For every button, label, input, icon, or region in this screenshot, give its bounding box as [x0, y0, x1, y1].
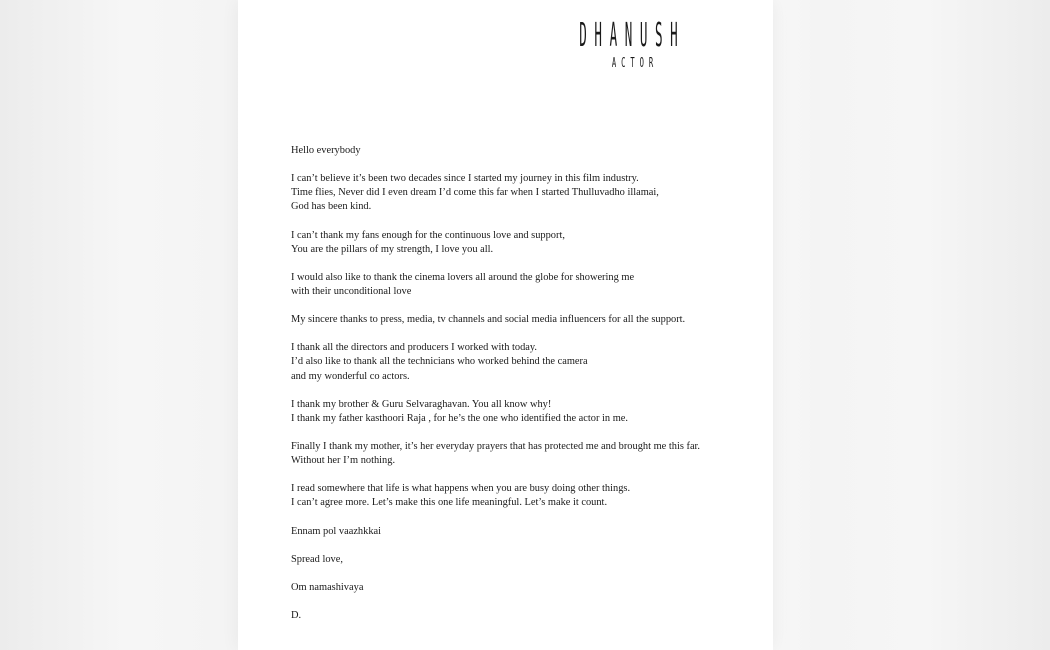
- letter-paragraph: [291, 144, 761, 158]
- letter-line: Finally I thank my mother, it’s her everyday prayers that has protected me and brought me this far.: [291, 440, 701, 452]
- letter-paragraph: [291, 553, 761, 567]
- letter-paragraph: [291, 440, 761, 468]
- letter-paragraph: [291, 609, 761, 623]
- letter-line: I thank all the directors and producers I worked with today.: [291, 342, 538, 354]
- letterhead-title: ACTOR: [611, 56, 659, 71]
- letter-body: [291, 144, 761, 637]
- letter-line: I can’t thank my fans enough for the continuous love and support,: [291, 229, 565, 241]
- letter-line: and my wonderful co actors.: [291, 370, 410, 382]
- letter-line: Time flies, Never did I even dream I’d come this far when I started Thulluvadho illamai,: [291, 187, 659, 199]
- letter-line: Hello everybody: [291, 145, 361, 156]
- letter-line: I’d also like to thank all the technicians who worked behind the camera: [291, 356, 588, 368]
- letter-paragraph: [291, 581, 761, 595]
- letterhead: [543, 16, 721, 72]
- letter-line: Spread love,: [291, 553, 343, 565]
- letter-line: I thank my father kasthoori Raja , for he’s the one who identified the actor in me.: [291, 412, 629, 424]
- letter-paragraph: [291, 229, 761, 257]
- letter-line: I read somewhere that life is what happens when you are busy doing other things.: [291, 483, 631, 495]
- letter-paragraph: [291, 172, 761, 214]
- letter-paragraph: [291, 525, 761, 539]
- letter-line: I can’t believe it’s been two decades since I started my journey in this film industry.: [291, 173, 639, 185]
- letter-paragraph: [291, 341, 761, 383]
- letter-paragraph: [291, 398, 761, 426]
- letter-line: I thank my brother & Guru Selvaraghavan. You all know why!: [291, 398, 552, 410]
- letter-line: You are the pillars of my strength, I love you all.: [291, 243, 494, 255]
- letter-line: D.: [291, 610, 302, 622]
- letter-line: Without her I’m nothing.: [291, 455, 396, 467]
- letterhead-name: DHANUSH: [579, 15, 686, 54]
- letter-line: Ennam pol vaazhkkai: [291, 525, 382, 537]
- letter-line: I can’t agree more. Let’s make this one life meaningful. Let’s make it count.: [291, 497, 608, 509]
- letter-paragraph: [291, 482, 761, 510]
- letter-line: My sincere thanks to press, media, tv channels and social media influencers for all the support.: [291, 314, 686, 326]
- letter-line: Om namashivaya: [291, 581, 364, 593]
- letter-paragraph: [291, 313, 761, 327]
- letter-line: God has been kind.: [291, 201, 372, 213]
- letter-paragraph: [291, 271, 761, 299]
- letter-line: with their unconditional love: [291, 285, 412, 297]
- letter-line: I would also like to thank the cinema lovers all around the globe for showering me: [291, 271, 635, 283]
